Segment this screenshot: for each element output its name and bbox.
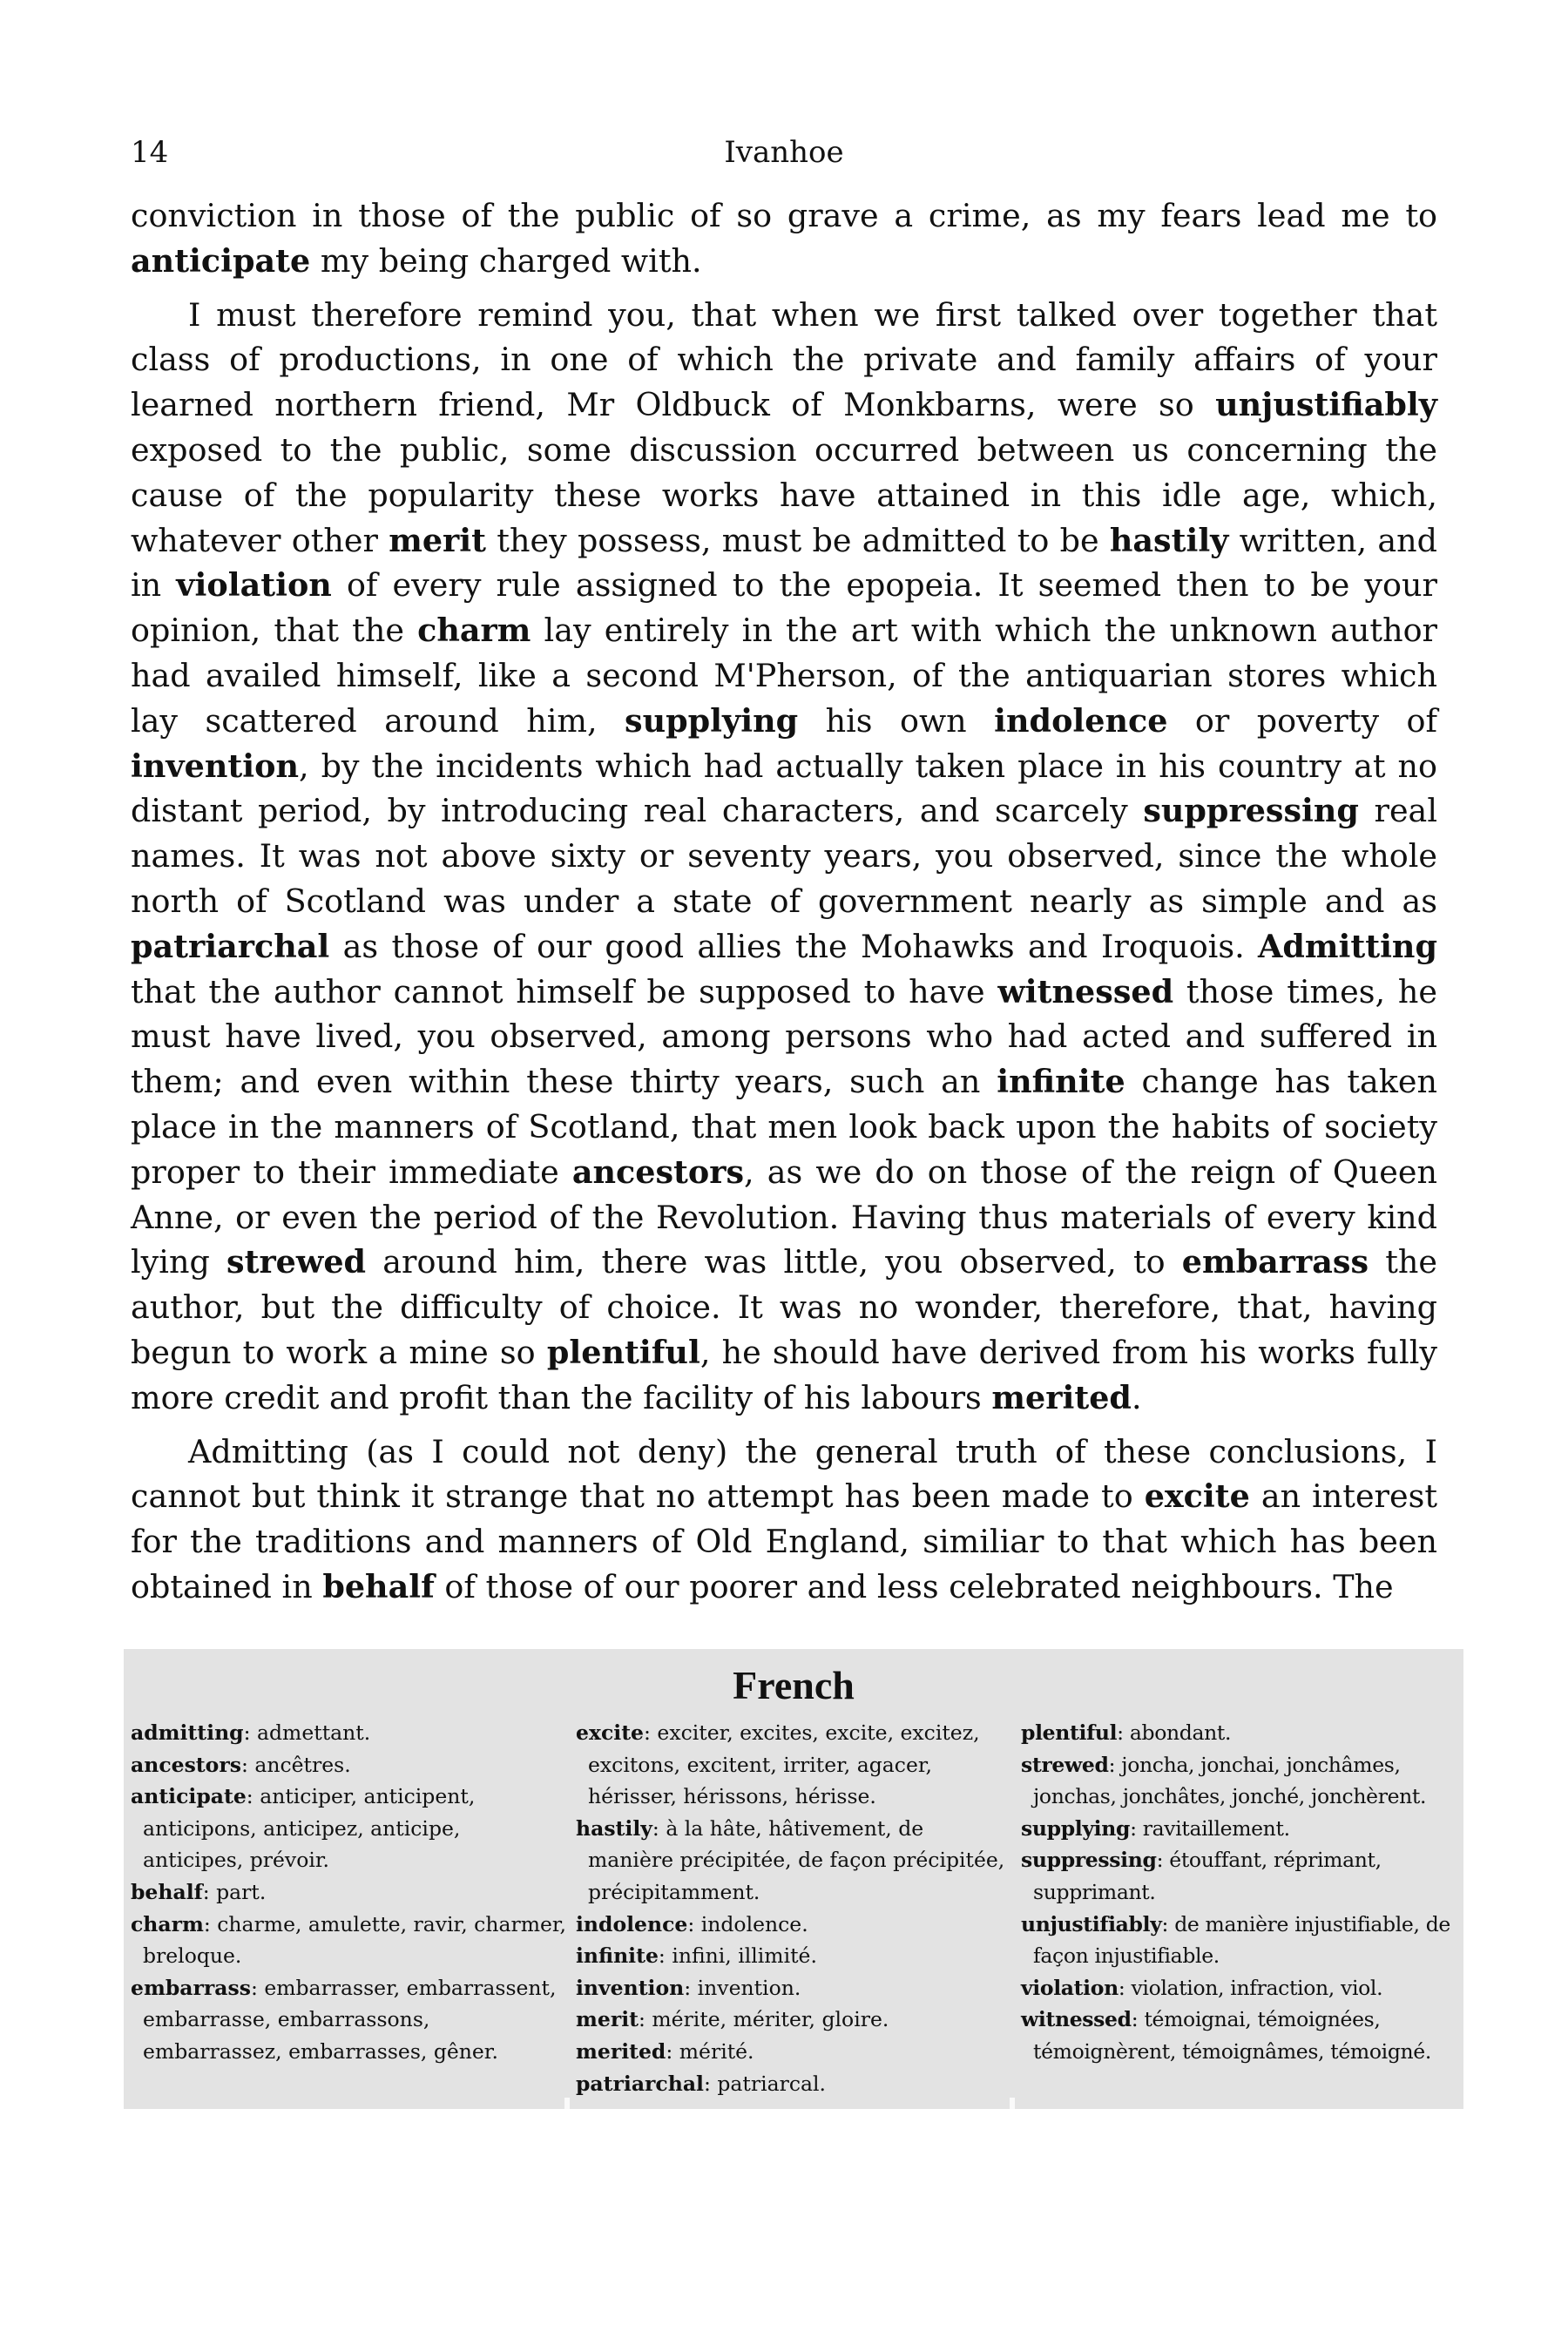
glossary-definition: exciter, excites, excite, excitez, excitons, excitent, irriter, agacer, hérisser, hérissons, hérisse. <box>588 1720 980 1809</box>
glossary-colon: : <box>1117 1720 1130 1745</box>
vocab-word: invention <box>131 747 299 785</box>
glossary-colon: : <box>1118 1975 1132 2000</box>
text-run: or poverty of <box>1167 701 1437 740</box>
glossary-definition: mérité. <box>679 2038 754 2064</box>
glossary-term: indolence <box>576 1911 688 1936</box>
text-run: , by the incidents which had actually taken place in his country at no distant period, by introducing real characters, and scarcely <box>131 747 1437 830</box>
text-run: of every rule assigned to the epopeia. It seemed then to be your opinion, that the <box>131 566 1437 650</box>
glossary-colon: : <box>703 2071 718 2096</box>
text-run: conviction in those of the public of so grave a crime, as my fears lead me to <box>131 197 1437 234</box>
glossary-term: suppressing <box>1021 1848 1157 1873</box>
glossary-term: infinite <box>576 1943 659 1969</box>
glossary-definition: violation, infraction, viol. <box>1131 1975 1383 2000</box>
glossary-entry <box>131 1781 566 1876</box>
book-title: Ivanhoe <box>724 135 844 170</box>
vocab-word: hastily <box>1109 521 1229 559</box>
vocab-word: behalf <box>322 1567 435 1605</box>
glossary-definition: ravitaillement. <box>1142 1815 1290 1841</box>
text-run: written, and in <box>131 521 1437 605</box>
glossary-colon: : <box>644 1720 658 1745</box>
glossary-term: plentiful <box>1021 1720 1118 1745</box>
glossary-definition: ancêtres. <box>254 1752 351 1777</box>
glossary-column <box>1021 1717 1463 2068</box>
vocab-word: anticipate <box>131 241 311 280</box>
glossary-term: violation <box>1021 1975 1119 2000</box>
page-number: 14 <box>131 135 169 170</box>
vocab-word: infinite <box>997 1063 1125 1101</box>
text-run: his own <box>798 701 995 740</box>
vocab-word: strewed <box>226 1243 367 1281</box>
text-run: they possess, must be admitted to be <box>486 521 1110 559</box>
glossary-entry <box>1021 1749 1463 1813</box>
glossary-column <box>576 1717 1011 2099</box>
column-gap <box>1010 2098 1015 2109</box>
glossary-colon: : <box>684 1975 698 2000</box>
glossary-definition: charme, amulette, ravir, charmer, breloque. <box>143 1911 567 1969</box>
text-run: , he should have derived from his works fully more credit and profit than the facility of his labours <box>131 1333 1437 1416</box>
text-run: , as we do on those of the reign of Queen Anne, or even the period of the Revolution. Having thus materials of every kind lying <box>131 1152 1438 1281</box>
glossary-colon: : <box>243 1720 257 1745</box>
glossary-colon: : <box>203 1911 218 1936</box>
glossary-colon: : <box>1156 1848 1170 1873</box>
glossary-entry <box>576 1972 1011 2004</box>
column-gap <box>564 2098 570 2109</box>
glossary-definition: invention. <box>697 1975 801 2000</box>
glossary-term: strewed <box>1021 1752 1109 1777</box>
glossary-definition: anticiper, anticipent, anticipons, anticipez, anticipe, anticipes, prévoir. <box>143 1784 476 1873</box>
text-run: I must therefore remind you, that when we first talked over together that class of productions, in one of which the private and family affairs of your learned northern friend, Mr Oldbuck of Monkbarns, were so <box>131 295 1437 424</box>
vocab-word: violation <box>176 566 332 605</box>
glossary-term: patriarchal <box>576 2071 704 2096</box>
body-text <box>131 193 1437 1610</box>
glossary-definition: infini, illimité. <box>672 1943 817 1969</box>
glossary-definition: patriarcal. <box>717 2071 827 2096</box>
vocab-word: charm <box>417 612 531 650</box>
paragraph <box>131 193 1437 284</box>
vocab-word: excite <box>1144 1477 1250 1516</box>
glossary-colon: : <box>658 1943 672 1969</box>
glossary-entry <box>1021 1813 1463 1845</box>
glossary-term: invention <box>576 1975 685 2000</box>
glossary-definition: part. <box>216 1879 267 1904</box>
glossary-colon: : <box>202 1879 217 1904</box>
glossary-term: behalf <box>131 1879 203 1904</box>
glossary-entry <box>576 1717 1011 1813</box>
glossary-box <box>124 1649 1463 2109</box>
glossary-entry <box>1021 1972 1463 2004</box>
glossary-definition: à la hâte, hâtivement, de manière précipitée, de façon précipitée, précipitamment. <box>588 1815 1005 1904</box>
glossary-term: charm <box>131 1911 204 1936</box>
glossary-entry <box>576 2004 1011 2036</box>
glossary-colon: : <box>652 1815 666 1841</box>
vocab-word: patriarchal <box>131 927 330 965</box>
glossary-colon: : <box>638 2007 652 2032</box>
vocab-word: merit <box>389 521 487 559</box>
glossary-entry <box>131 1876 566 1909</box>
text-run: real names. It was not above sixty or seventy years, you observed, since the whole north of Scotland was under a state of government nearly as simple and as <box>131 792 1437 920</box>
vocab-word: merited <box>991 1378 1132 1416</box>
text-run: my being charged with. <box>310 241 702 280</box>
glossary-term: unjustifiably <box>1021 1911 1162 1936</box>
glossary-term: merited <box>576 2038 666 2064</box>
glossary-colon: : <box>250 1975 265 2000</box>
text-run: the author, but the difficulty of choice. It was no wonder, therefore, that, having begun to work a mine so <box>131 1243 1437 1371</box>
glossary-entry <box>576 1909 1011 1941</box>
glossary-definition: indolence. <box>700 1911 808 1936</box>
glossary-term: anticipate <box>131 1784 247 1809</box>
vocab-word: unjustifiably <box>1215 386 1437 424</box>
glossary-entry <box>576 1940 1011 1972</box>
glossary-definition: embarrasser, embarrassent, embarrasse, embarrassons, embarrassez, embarrasses, gêner. <box>143 1975 557 2064</box>
glossary-colon: : <box>1108 1752 1122 1777</box>
glossary-term: excite <box>576 1720 645 1745</box>
glossary-entry <box>131 1717 566 1749</box>
text-run: those times, he must have lived, you observed, among persons who had acted and suffered in them; and even within these thirty years, such an <box>131 972 1437 1101</box>
vocab-word: ancestors <box>571 1152 744 1191</box>
text-run: exposed to the public, some discussion occurred between us concerning the cause of the popularity these works have attained in this idle age, which, whatever other <box>131 430 1437 559</box>
glossary-term: ancestors <box>131 1752 241 1777</box>
glossary-entry <box>131 1909 566 1972</box>
vocab-word: suppressing <box>1143 792 1359 830</box>
glossary-entry <box>131 1972 566 2068</box>
glossary-entry <box>576 2068 1011 2100</box>
glossary-entry <box>1021 1909 1463 1972</box>
vocab-word: Admitting <box>1258 927 1437 965</box>
glossary-colon: : <box>240 1752 255 1777</box>
glossary-definition: admettant. <box>257 1720 371 1745</box>
glossary-term: embarrass <box>131 1975 251 2000</box>
vocab-word: indolence <box>994 701 1168 740</box>
glossary-colon: : <box>1130 1815 1143 1841</box>
glossary-definition: de manière injustifiable, de façon injustifiable. <box>1033 1911 1450 1969</box>
glossary-term: hastily <box>576 1815 652 1841</box>
glossary-colon: : <box>666 2038 679 2064</box>
glossary-term: admitting <box>131 1720 244 1745</box>
glossary-term: supplying <box>1021 1815 1131 1841</box>
glossary-entry <box>1021 1844 1463 1908</box>
glossary-entry <box>576 2036 1011 2068</box>
glossary-column <box>131 1717 566 2068</box>
glossary-colon: : <box>1131 2007 1145 2032</box>
glossary-definition: témoignai, témoignées, témoignèrent, témoignâmes, témoigné. <box>1033 2007 1431 2064</box>
glossary-definition: abondant. <box>1129 1720 1232 1745</box>
vocab-word: witnessed <box>997 972 1174 1010</box>
text-run: that the author cannot himself be supposed to have <box>131 972 998 1010</box>
glossary-colon: : <box>246 1784 260 1809</box>
text-run: an interest for the traditions and manners of Old England, similiar to that which has been obtained in <box>131 1477 1437 1605</box>
text-run: change has taken place in the manners of Scotland, that men look back upon the habits of society proper to their immediate <box>131 1063 1437 1191</box>
paragraph <box>131 1429 1437 1610</box>
vocab-word: supplying <box>625 701 799 740</box>
glossary-entry <box>1021 2004 1463 2067</box>
paragraph <box>131 293 1437 1421</box>
glossary-term: witnessed <box>1021 2007 1132 2032</box>
glossary-title: French <box>733 1663 855 1707</box>
glossary-colon: : <box>1161 1911 1175 1936</box>
text-run: as those of our good allies the Mohawks and Iroquois. <box>329 927 1259 965</box>
glossary-entry <box>131 1749 566 1781</box>
glossary-colon: : <box>687 1911 701 1936</box>
vocab-word: plentiful <box>546 1333 700 1371</box>
glossary-definition: étouffant, réprimant, supprimant. <box>1033 1848 1382 1904</box>
text-run: . <box>1131 1378 1142 1416</box>
glossary-entry <box>1021 1717 1463 1749</box>
glossary-definition: mérite, mériter, gloire. <box>652 2007 889 2032</box>
glossary-term: merit <box>576 2007 639 2032</box>
text-run: around him, there was little, you observed, to <box>366 1243 1182 1281</box>
vocab-word: embarrass <box>1181 1243 1369 1281</box>
text-run: Admitting (as I could not deny) the general truth of these conclusions, I cannot but think it strange that no attempt has been made to <box>131 1432 1437 1516</box>
running-header <box>131 131 1437 174</box>
text-run: of those of our poorer and less celebrated neighbours. The <box>434 1567 1394 1605</box>
text-run: lay entirely in the art with which the unknown author had availed himself, like a second M'Pherson, of the antiquarian stores which lay scattered around him, <box>131 612 1437 740</box>
glossary-definition: joncha, jonchai, jonchâmes, jonchas, jonchâtes, jonché, jonchèrent. <box>1033 1752 1427 1809</box>
glossary-entry <box>576 1813 1011 1909</box>
